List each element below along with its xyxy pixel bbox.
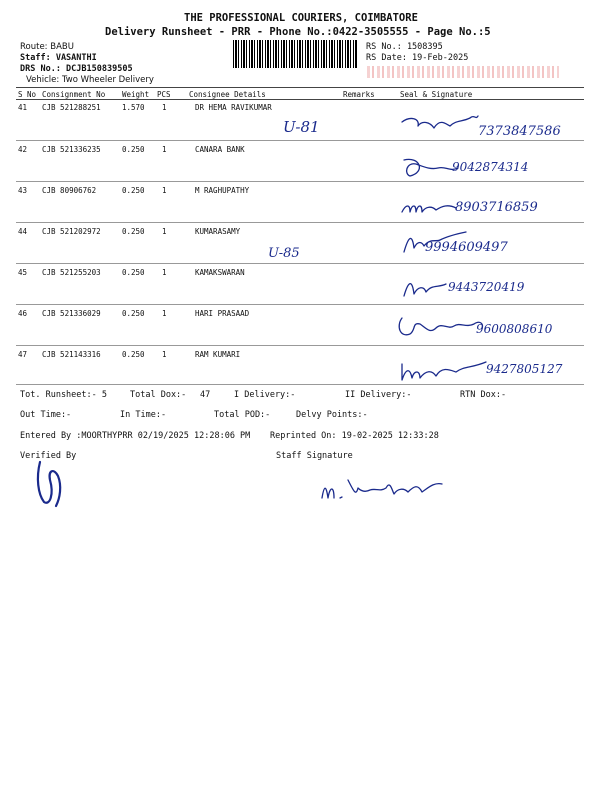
row-sno: 44 — [18, 227, 28, 236]
row-consignment: CJB 521288251 — [42, 103, 101, 112]
row-consignment: CJB 521336029 — [42, 309, 101, 318]
row-weight: 0.250 — [122, 186, 145, 195]
row-divider — [16, 345, 584, 346]
route-label: Route: BABU — [20, 42, 74, 52]
drs-number: DRS No.: DCJB150839505 — [20, 64, 133, 74]
total-runsheet: Tot. Runsheet:- 5 — [20, 390, 107, 400]
row-weight: 1.570 — [122, 103, 145, 112]
col-remarks: Remarks — [343, 90, 375, 99]
row-consignment: CJB 521336235 — [42, 145, 101, 154]
total-dox-label: Total Dox:- — [130, 390, 187, 400]
row-divider — [16, 304, 584, 305]
row-sign-phone: 7373847586 — [478, 124, 561, 139]
row-consignee: KAMAKSWARAN — [195, 268, 245, 277]
row-sno: 43 — [18, 186, 28, 195]
row-weight: 0.250 — [122, 268, 145, 277]
row-pcs: 1 — [162, 103, 167, 112]
row-pcs: 1 — [162, 227, 167, 236]
row-divider — [16, 181, 584, 182]
staff-signature-label: Staff Signature — [276, 451, 353, 461]
row-consignee: KUMARASAMY — [195, 227, 241, 236]
row-sign-phone: 9042874314 — [452, 160, 529, 174]
runsheet-subtitle: Delivery Runsheet - PRR - Phone No.:0422-3505555 - Page No.:5 — [105, 26, 491, 38]
row-divider — [16, 263, 584, 264]
row-sign-phone: 9427805127 — [486, 362, 563, 376]
entered-by: Entered By :MOORTHYPRR 02/19/2025 12:28:06 PM — [20, 431, 251, 441]
row-weight: 0.250 — [122, 350, 145, 359]
col-sno: S No — [18, 90, 37, 99]
row-consignment: CJB 80906762 — [42, 186, 97, 195]
row-weight: 0.250 — [122, 309, 145, 318]
row-pcs: 1 — [162, 268, 167, 277]
staff-label: Staff: VASANTHI — [20, 53, 97, 63]
row-sno: 42 — [18, 145, 28, 154]
out-time: Out Time:- — [20, 410, 72, 420]
row-consignee: CANARA BANK — [195, 145, 245, 154]
row-weight: 0.250 — [122, 227, 145, 236]
row-signature — [398, 356, 488, 384]
row-pcs: 1 — [162, 145, 167, 154]
faded-stamp — [367, 66, 559, 78]
row-consignment: CJB 521255203 — [42, 268, 101, 277]
rs-date: RS Date: 19-Feb-2025 — [366, 53, 469, 63]
row-divider — [16, 384, 584, 385]
ii-delivery: II Delivery:- — [345, 390, 412, 400]
row-sign-phone: 9443720419 — [448, 280, 525, 294]
row-sign-phone: 8903716859 — [455, 200, 538, 215]
col-consignment: Consignment No — [42, 90, 106, 99]
reprinted-on: Reprinted On: 19-02-2025 12:33:28 — [270, 431, 439, 441]
row-sno: 45 — [18, 268, 28, 277]
row-sno: 46 — [18, 309, 28, 318]
col-pcs: PCS — [157, 90, 171, 99]
table-top-rule — [16, 87, 584, 88]
verified-signature — [34, 458, 74, 508]
row-sign-phone: 9600808610 — [476, 322, 553, 336]
row-consignment: CJB 521143316 — [42, 350, 101, 359]
row-pcs: 1 — [162, 350, 167, 359]
row-pcs: 1 — [162, 309, 167, 318]
row-consignee: RAM KUMARI — [195, 350, 241, 359]
row-consignee: M RAGHUPATHY — [195, 186, 250, 195]
total-dox-value: 47 — [200, 390, 211, 400]
verified-by-label: Verified By — [20, 451, 77, 461]
in-time: In Time:- — [120, 410, 167, 420]
rtn-dox: RTN Dox:- — [460, 390, 507, 400]
row-consignee: DR HEMA RAVIKUMAR — [195, 103, 272, 112]
col-weight: Weight — [122, 90, 150, 99]
barcode — [233, 40, 357, 68]
row-sign-phone: 9994609497 — [425, 240, 508, 255]
row-consignment: CJB 521202972 — [42, 227, 101, 236]
row-signature — [400, 112, 480, 136]
vehicle-label: Vehicle: Two Wheeler Delivery — [26, 75, 154, 85]
row-pcs: 1 — [162, 186, 167, 195]
row-signature — [400, 274, 450, 300]
row-sno: 41 — [18, 103, 28, 112]
row-signature — [400, 154, 460, 182]
staff-signature — [318, 470, 448, 504]
table-header-rule — [16, 99, 584, 100]
row-weight: 0.250 — [122, 145, 145, 154]
row-hand-note: U-81 — [283, 118, 320, 136]
col-seal-signature: Seal & Signature — [400, 90, 473, 99]
row-divider — [16, 140, 584, 141]
row-hand-note: U-85 — [268, 246, 300, 261]
col-consignee: Consignee Details — [189, 90, 266, 99]
row-signature — [396, 314, 486, 342]
rs-number: RS No.: 1508395 — [366, 42, 443, 52]
company-title: THE PROFESSIONAL COURIERS, COIMBATORE — [184, 12, 418, 24]
delvy-points: Delvy Points:- — [296, 410, 368, 420]
row-sno: 47 — [18, 350, 28, 359]
row-consignee: HARI PRASAAD — [195, 309, 250, 318]
total-pod: Total POD:- — [214, 410, 271, 420]
row-signature — [400, 196, 460, 218]
row-divider — [16, 222, 584, 223]
i-delivery: I Delivery:- — [234, 390, 296, 400]
